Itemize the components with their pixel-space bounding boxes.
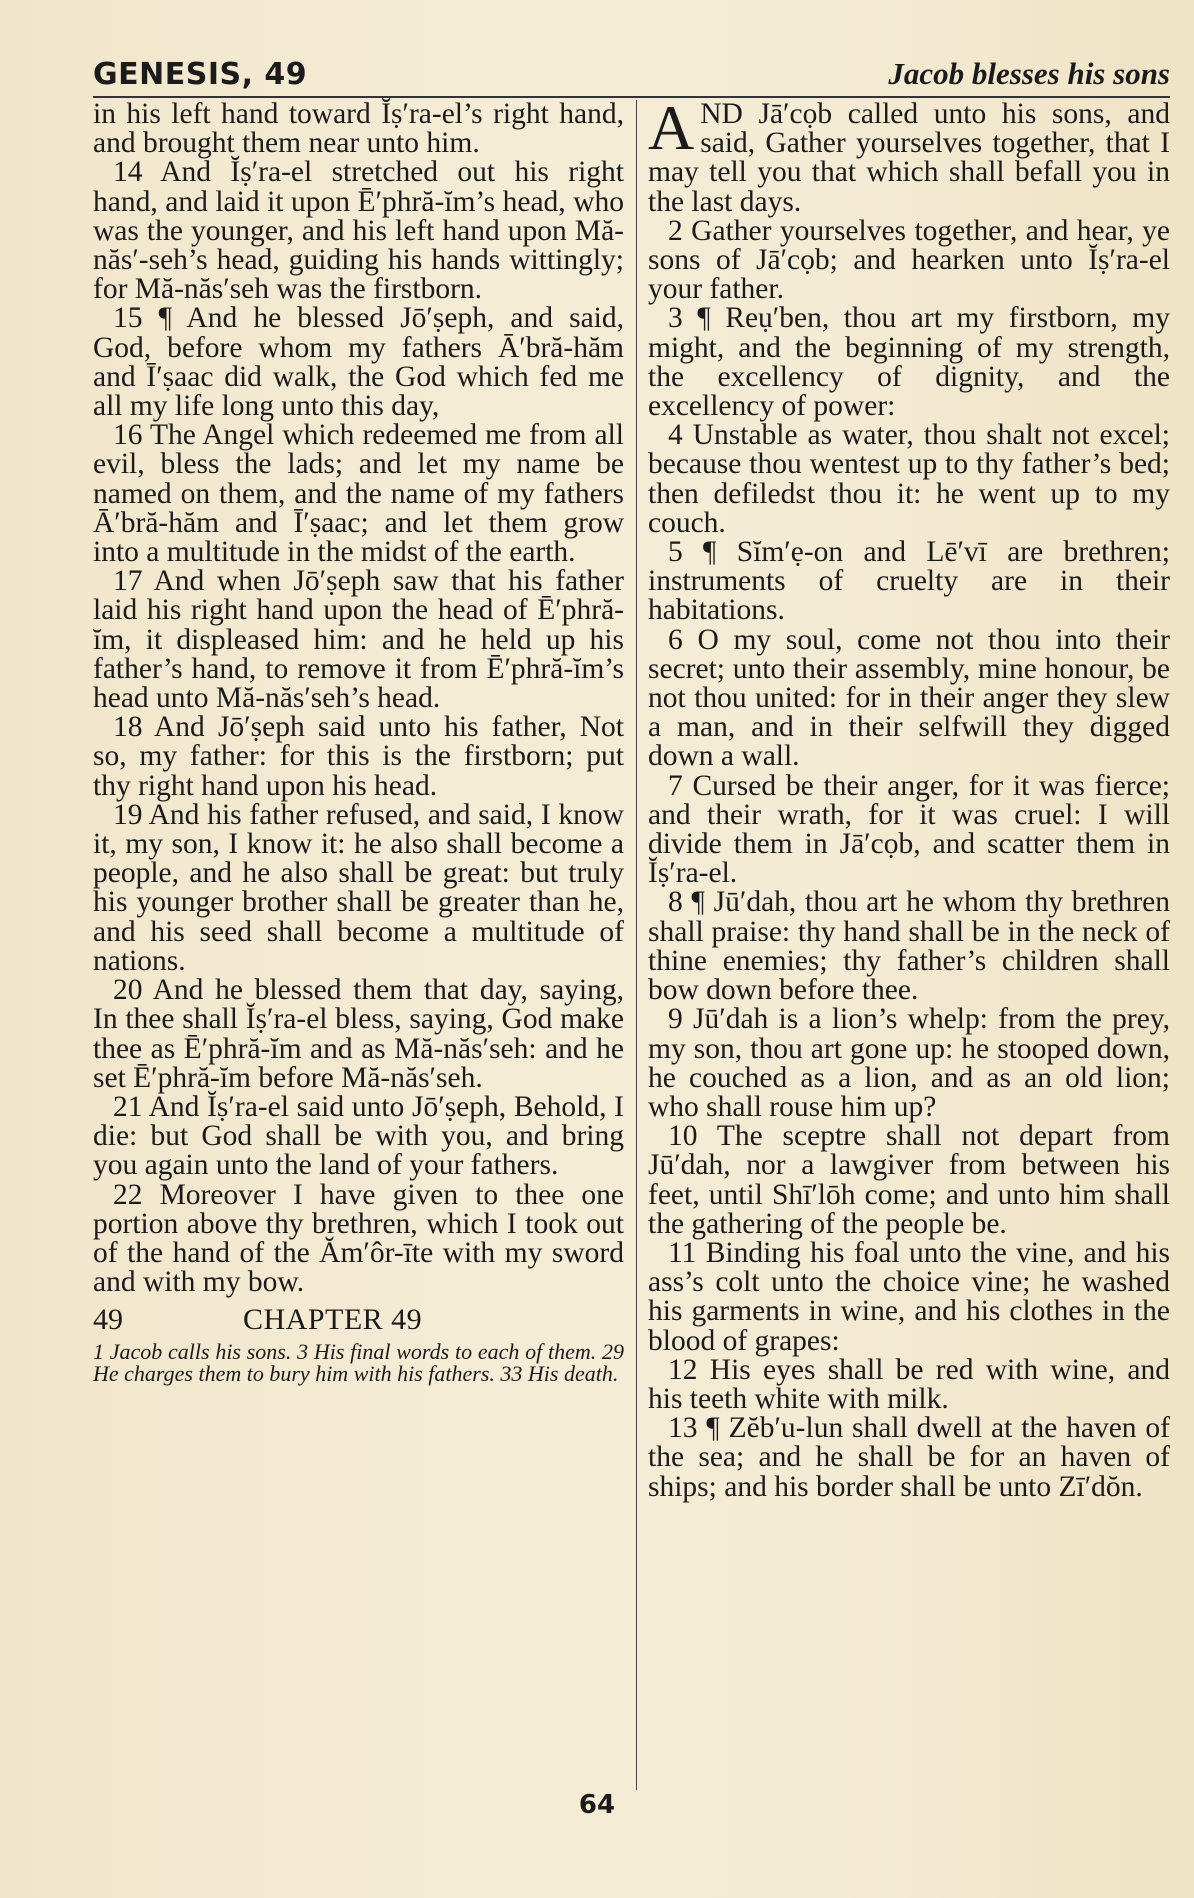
verse-continuation: in his left hand toward Ĭṣ′ra-el’s right hand, and brought them near unto him. [93,98,624,160]
right-column [648,92,1170,1503]
verse: 20 And he blessed them that day, saying, In thee shall Ĭṣ′ra-el bless, saying, God make thee as Ē′phră-ĭm and as Mă-năs′seh: and he set Ē′phră-ĭm before Mă-năs′seh. [93,974,624,1094]
verse: 3 ¶ Reụ′ben, thou art my firstborn, my might, and the beginning of my strength, the excellency of dignity, and the excellency of power: [648,302,1170,423]
page-number: 64 [578,1790,616,1820]
verse: 18 And Jō′ṣeph said unto his father, Not so, my father: for this is the firstborn; put thy right hand upon his head. [93,711,624,802]
verse: 7 Cursed be their anger, for it was fierce; and their wrath, for it was cruel: I will divide them in Jā′cọb, and scatter them in Ĭṣ′ra-el. [648,769,1170,890]
verse: 11 Binding his foal unto the vine, and his ass’s colt unto the choice vine; he washed his garments in wine, and his clothes in the blood of grapes: [648,1236,1170,1357]
verse: 17 And when Jō′ṣeph saw that his father laid his right hand upon the head of Ē′phră-ĭm, it displeased him: and he held up his father’s hand, to remove it from Ē′phră-ĭm’s head unto Mă-năs′seh’s head. [93,565,624,715]
verse: 19 And his father refused, and said, I know it, my son, I know it: he also shall become a people, and he also shall be great: but truly his younger brother shall be greater than he, and his seed shall become a multitude of nations. [93,798,624,977]
verse: 4 Unstable as water, thou shalt not excel; because thou wentest up to thy father’s bed; then defiledst thou it: he went up to my couch. [648,419,1170,539]
verse: 10 The sceptre shall not depart from Jū′dah, nor a lawgiver from between his feet, until Shī′lōh come; and unto him shall the gathering of the people be. [648,1120,1170,1240]
verse: 8 ¶ Jū′dah, thou art he whom thy brethren shall praise: thy hand shall be in the neck of thine enemies; thy father’s children shall bow down before thee. [648,886,1170,1007]
opening-text: ND Jā′cọb called unto his sons, and said, Gather yourselves together, that I may tell you that which shall befall you in the last days. [648,98,1170,218]
verse: 12 His eyes shall be red with wine, and his teeth white with milk. [648,1353,1170,1415]
left-column [93,100,624,1407]
verse: 2 Gather yourselves together, and hear, ye sons of Jā′cọb; and hearken unto Ĭṣ′ra-el your father. [648,214,1170,306]
verse: 22 Moreover I have given to thee one portion above thy brethren, which I took out of the hand of the Ăm′ôr-īte with my sword and with my bow. [93,1178,624,1299]
chapter-heading [93,1303,624,1337]
drop-cap: A [648,92,695,163]
column-divider [636,100,637,1790]
verse: 16 The Angel which redeemed me from all evil, bless the lads; and let my name be named on them, and the name of my fathers Ā′bră-hăm and Ī′ṣaac; and let them grow into a multitude in the midst of the earth. [93,419,624,569]
chapter-opening-verse [648,92,1170,218]
verse: 9 Jū′dah is a lion’s whelp: from the prey, my son, thou art gone up: he stooped down, he couched as a lion, and as an old lion; who shall rouse him up? [648,1003,1170,1123]
chapter-title: CHAPTER 49 [243,1303,423,1337]
chapter-summary: 1 Jacob calls his sons. 3 His final words to each of them. 29 He charges them to bury him with his fathers. 33 His death. [93,1339,624,1387]
verse: 13 ¶ Zĕb′u-lun shall dwell at the haven of the sea; and he shall be for an haven of ships; and his border shall be unto Zī′dŏn. [648,1412,1170,1503]
verse: 14 And Ĭṣ′ra-el stretched out his right hand, and laid it upon Ē′phră-ĭm’s head, who was the younger, and his left hand upon Mă-năs′-seh’s head, guiding his hands wittingly; for Mă-năs′seh was the firstborn. [93,156,624,306]
running-header [93,42,1170,92]
verse: 5 ¶ Sĭm′ẹ-on and Lē′vī are brethren; instruments of cruelty are in their habitations. [648,536,1170,627]
topic-heading: Jacob blesses his sons [888,56,1170,91]
book-chapter-heading: GENESIS, 49 [93,57,308,92]
verse: 21 And Ĭṣ′ra-el said unto Jō′ṣeph, Behold, I die: but God shall be with you, and bring you again unto the land of your fathers. [93,1090,624,1182]
chapter-number: 49 [93,1303,123,1337]
verse: 15 ¶ And he blessed Jō′ṣeph, and said, God, before whom my fathers Ā′bră-hăm and Ī′ṣaac did walk, the God which fed me all my life long unto this day, [93,302,624,423]
verse: 6 O my soul, come not thou into their secret; unto their assembly, mine honour, be not thou united: for in their anger they slew a man, and in their selfwill they digged down a wall. [648,623,1170,773]
